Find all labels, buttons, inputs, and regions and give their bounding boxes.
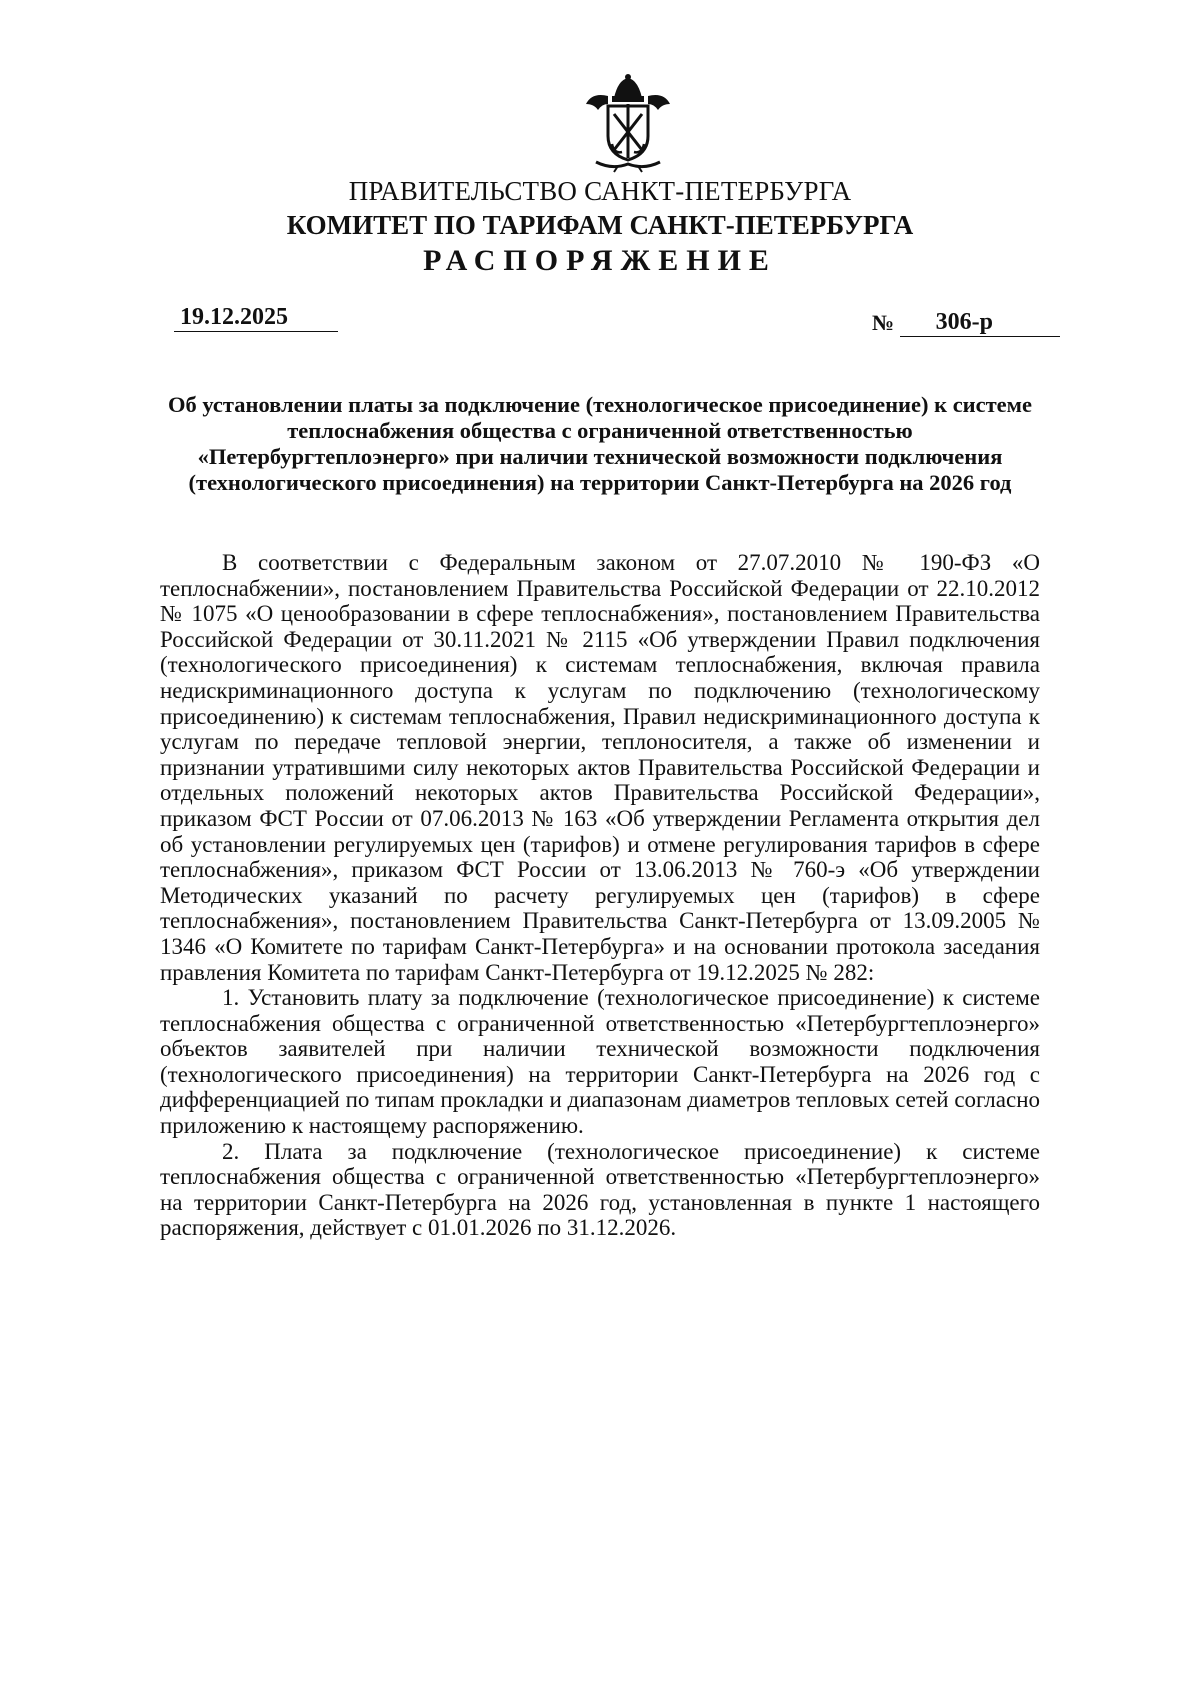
document-subject: Об установлении платы за подключение (технологическое присоединение) к системе теплоснабжения общества с ограниченной ответственностью «Петербургтеплоэнерго» при наличии технической возможности подключения (технологического присоединения) на территории Санкт-Петербурга на 2026 год xyxy=(168,392,1032,495)
document-date: 19.12.2025 xyxy=(174,303,338,332)
government-name: ПРАВИТЕЛЬСТВО САНКТ-ПЕТЕРБУРГА xyxy=(348,176,852,206)
number-sign: № xyxy=(872,310,895,335)
document-type-title: РАСПОРЯЖЕНИЕ xyxy=(423,244,777,277)
document-number: 306-р xyxy=(900,308,1060,337)
preamble-paragraph: В соответствии с Федеральным законом от 27.07.2010 № 190-ФЗ «О теплоснабжении», постановлением Правительства Российской Федерации от 22.10.2012 № 1075 «О ценообразовании в сфере теплоснабжения», постановлением Правительства Российской Федерации от 30.11.2021 № 2115 «Об утверждении Правил подключения (технологического присоединения) к системам теплоснабжения, включая правила недискриминационного доступа к услугам по подключению (технологическому присоединению) к системам теплоснабжения, Правил недискриминационного доступа к услугам по передаче тепловой энергии, теплоносителя, а также об изменении и признании утратившими силу некоторых актов Правительства Российской Федерации и отдельных положений некоторых актов Правительства Российской Федерации», приказом ФСТ России от 07.06.2013 № 163 «Об утверждении Регламента открытия дел об установлении регулируемых цен (тарифов) и отмене регулирования тарифов в сфере теплоснабжения», приказом ФСТ России от 13.06.2013 № 760-э «Об утверждении Методических указаний по расчету регулируемых цен (тарифов) в сфере теплоснабжения», постановлением Правительства Санкт-Петербурга от 13.09.2005 № 1346 «О Комитете по тарифам Санкт-Петербурга» и на основании протокола заседания правления Комитета по тарифам Санкт-Петербурга от 19.12.2025 № 282: xyxy=(160,550,1040,985)
item-1-paragraph: 1. Установить плату за подключение (технологическое присоединение) к системе теплоснабжения общества с ограниченной ответственностью «Петербургтеплоэнерго» объектов заявителей при наличии технической возможности подключения (технологического присоединения) на территории Санкт-Петербурга на 2026 год с дифференциацией по типам прокладки и диапазонам диаметров тепловых сетей согласно приложению к настоящему распоряжению. xyxy=(160,985,1040,1139)
document-body xyxy=(160,550,1040,1241)
document-number-block xyxy=(872,308,1060,337)
item-2-paragraph: 2. Плата за подключение (технологическое присоединение) к системе теплоснабжения общества с ограниченной ответственностью «Петербургтеплоэнерго» на территории Санкт-Петербурга на 2026 год, установленная в пункте 1 настоящего распоряжения, действует с 01.01.2026 по 31.12.2026. xyxy=(160,1138,1040,1241)
coat-of-arms-icon xyxy=(578,74,678,174)
coat-of-arms-emblem xyxy=(578,74,678,174)
committee-name: КОМИТЕТ ПО ТАРИФАМ САНКТ-ПЕТЕРБУРГА xyxy=(286,210,914,240)
